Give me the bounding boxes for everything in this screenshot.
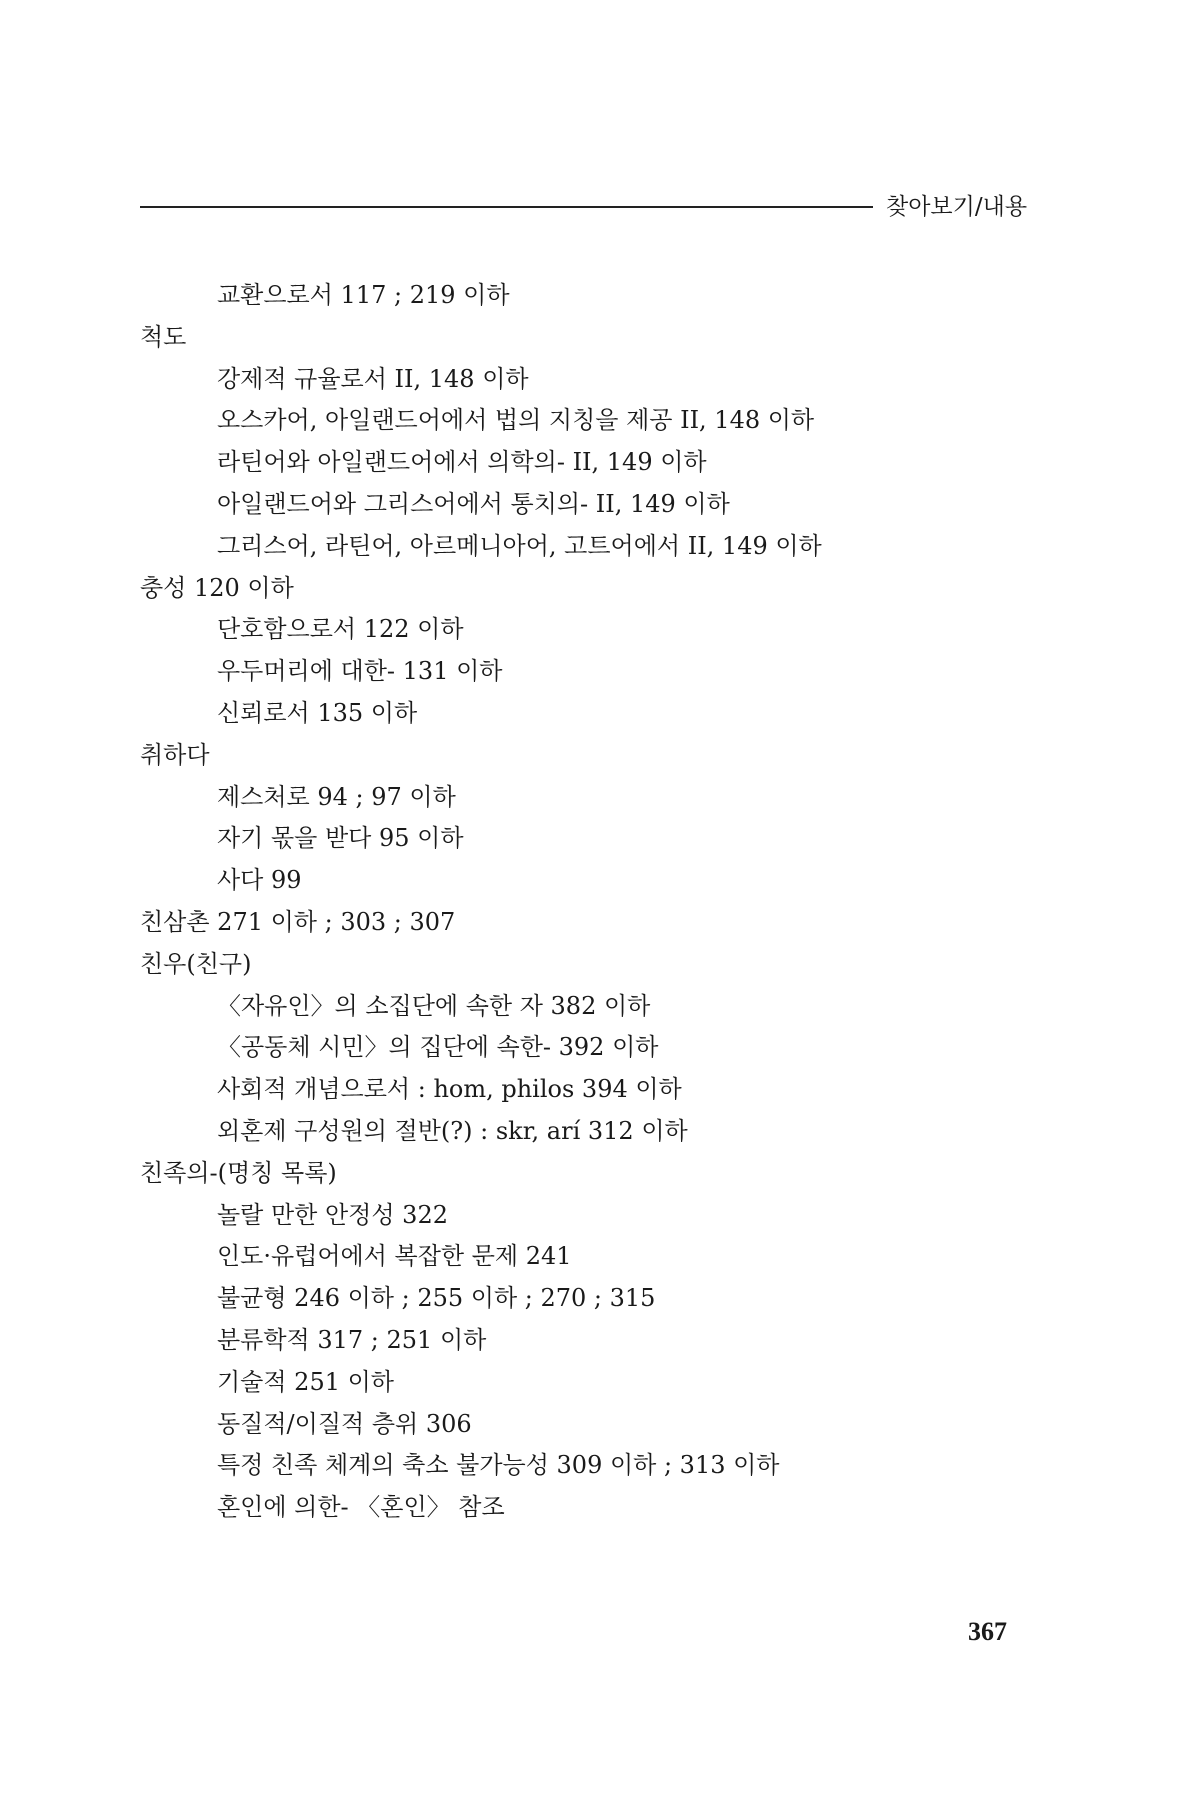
index-subentry: 신뢰로서 135 이하 [217, 698, 418, 727]
index-subentry: 그리스어, 라틴어, 아르메니아어, 고트어에서 II, 149 이하 [217, 531, 822, 560]
index-entry: 친삼촌 271 이하 ; 303 ; 307 [140, 907, 456, 936]
index-subentry: 〈공동체 시민〉의 집단에 속한- 392 이하 [217, 1033, 659, 1062]
index-entry: 취하다 [140, 740, 210, 769]
index-subentry: 교환으로서 117 ; 219 이하 [217, 281, 510, 309]
index-subentry: 불균형 246 이하 ; 255 이하 ; 270 ; 315 [217, 1284, 656, 1313]
index-subentry: 혼인에 의한- 〈혼인〉 참조 [217, 1493, 505, 1522]
header-rule [140, 206, 873, 208]
page-number: 367 [968, 1617, 1007, 1646]
running-head: 찾아보기/내용 [886, 194, 1028, 220]
index-subentry: 분류학적 317 ; 251 이하 [217, 1325, 487, 1354]
index-subentry: 기술적 251 이하 [217, 1367, 394, 1396]
index-subentry: 자기 몫을 받다 95 이하 [217, 824, 464, 853]
index-subentry: 제스처로 94 ; 97 이하 [217, 782, 456, 811]
index-subentry: 외혼제 구성원의 절반(?) : skr, arí 312 이하 [217, 1116, 688, 1145]
index-subentry: 오스카어, 아일랜드어에서 법의 지칭을 제공 II, 148 이하 [217, 406, 815, 435]
index-subentry: 인도·유럽어에서 복잡한 문제 241 [217, 1242, 572, 1271]
index-entry: 친족의-(명칭 목록) [140, 1158, 337, 1187]
index-subentry: 강제적 규율로서 II, 148 이하 [217, 364, 529, 393]
index-subentry: 〈자유인〉의 소집단에 속한 자 382 이하 [217, 991, 651, 1020]
index-subentry: 라틴어와 아일랜드어에서 의학의- II, 149 이하 [217, 448, 707, 477]
index-subentry: 아일랜드어와 그리스어에서 통치의- II, 149 이하 [217, 489, 730, 518]
index-entry: 충성 120 이하 [140, 573, 294, 602]
index-subentry: 사회적 개념으로서 : hom, philos 394 이하 [217, 1075, 682, 1104]
index-list [140, 275, 1040, 1529]
index-subentry: 우두머리에 대한- 131 이하 [217, 657, 503, 686]
index-entry: 친우(친구) [140, 949, 252, 978]
index-subentry: 놀랄 만한 안정성 322 [217, 1200, 448, 1229]
index-entry: 척도 [140, 322, 187, 351]
index-subentry: 단호함으로서 122 이하 [217, 615, 464, 644]
index-subentry: 동질적/이질적 층위 306 [217, 1409, 472, 1438]
index-subentry: 사다 99 [217, 866, 302, 895]
index-subentry: 특정 친족 체계의 축소 불가능성 309 이하 ; 313 이하 [217, 1451, 780, 1480]
